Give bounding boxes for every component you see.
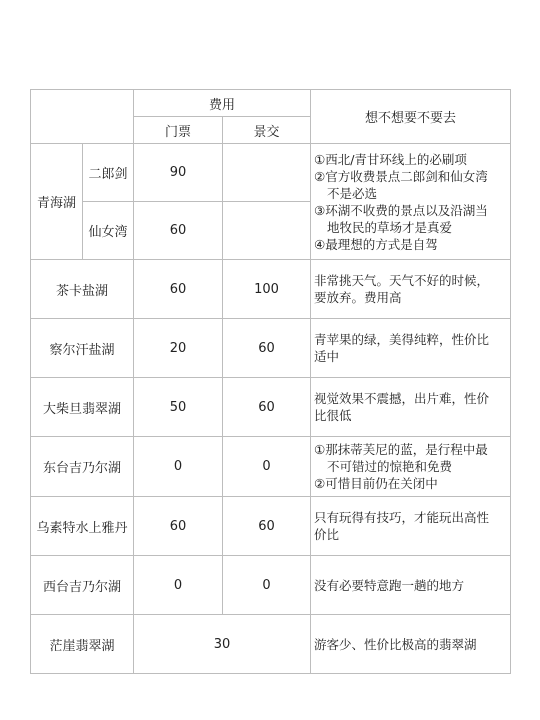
transport-cell: 0 <box>223 437 311 497</box>
lake-name: 西台吉乃尔湖 <box>31 556 134 615</box>
lake-name: 大柴旦翡翠湖 <box>31 378 134 437</box>
transport-cell: 60 <box>223 378 311 437</box>
fee-header: 费用 <box>134 90 311 117</box>
note-line: 不可错过的惊艳和免费 <box>327 459 453 474</box>
note-line: 要放弃。费用高 <box>314 290 402 305</box>
note-line: 只有玩得有技巧，才能玩出高性 <box>314 510 490 525</box>
table-row <box>31 260 511 319</box>
note-line: 青苹果的绿，美得纯粹，性价比 <box>314 332 490 347</box>
header-corner-cell <box>31 90 134 144</box>
ticket-cell: 0 <box>134 437 223 497</box>
notes-cell <box>311 144 511 260</box>
ticket-cell: 60 <box>134 260 223 319</box>
lake-name: 东台吉乃尔湖 <box>31 437 134 497</box>
transport-cell <box>223 202 311 260</box>
notes-cell <box>311 319 511 378</box>
table-row <box>31 144 511 202</box>
transport-cell <box>223 144 311 202</box>
lake-name: 茫崖翡翠湖 <box>31 615 134 674</box>
sub-spot-name: 仙女湾 <box>83 202 134 260</box>
notes-cell <box>311 497 511 556</box>
note-line: ③环湖不收费的景点以及沿湖当 <box>314 202 488 218</box>
table-row <box>31 497 511 556</box>
note-line: 比很低 <box>314 408 352 423</box>
note-line: ②官方收费景点二郎剑和仙女湾 <box>314 168 488 184</box>
ticket-cell: 0 <box>134 556 223 615</box>
note-line: ①西北/青甘环线上的必刷项 <box>314 151 467 167</box>
table-row <box>31 615 511 674</box>
ticket-cell: 60 <box>134 202 223 260</box>
note-line: 非常挑天气。天气不好的时候， <box>314 273 490 288</box>
table-row <box>31 437 511 497</box>
lake-comparison-table <box>30 89 511 674</box>
transport-header: 景交 <box>223 117 311 144</box>
lake-name: 青海湖 <box>31 144 83 260</box>
transport-cell: 0 <box>223 556 311 615</box>
notes-cell <box>311 378 511 437</box>
lake-name: 乌素特水上雅丹 <box>31 497 134 556</box>
combined-fee-cell: 30 <box>134 615 311 674</box>
notes-cell <box>311 260 511 319</box>
notes-cell <box>311 437 511 497</box>
lake-name: 察尔汗盐湖 <box>31 319 134 378</box>
note-line: 价比 <box>314 527 340 542</box>
note-line: 视觉效果不震撼，出片难，性价 <box>314 391 490 406</box>
ticket-cell: 50 <box>134 378 223 437</box>
note-line: 地牧民的草场才是真爱 <box>327 219 453 235</box>
table-row <box>31 319 511 378</box>
transport-cell: 60 <box>223 497 311 556</box>
header-row <box>31 90 511 117</box>
transport-cell: 60 <box>223 319 311 378</box>
note-line: ④最理想的方式是自驾 <box>314 236 438 252</box>
lake-name: 茶卡盐湖 <box>31 260 134 319</box>
note-line: 不是必选 <box>327 185 378 201</box>
note-line: 适中 <box>314 349 340 364</box>
notes-cell <box>311 556 511 615</box>
note-line: 没有必要特意跑一趟的地方 <box>314 577 465 593</box>
note-line: 游客少、性价比极高的翡翠湖 <box>314 636 477 652</box>
ticket-header: 门票 <box>134 117 223 144</box>
ticket-cell: 60 <box>134 497 223 556</box>
table-row <box>31 378 511 437</box>
note-line: ①那抹蒂芙尼的蓝，是行程中最 <box>314 442 488 457</box>
sub-spot-name: 二郎剑 <box>83 144 134 202</box>
ticket-cell: 90 <box>134 144 223 202</box>
transport-cell: 100 <box>223 260 311 319</box>
notes-cell <box>311 615 511 674</box>
note-line: ②可惜目前仍在关闭中 <box>314 476 438 491</box>
want-header: 想不想要不要去 <box>311 90 511 144</box>
ticket-cell: 20 <box>134 319 223 378</box>
table-row <box>31 556 511 615</box>
